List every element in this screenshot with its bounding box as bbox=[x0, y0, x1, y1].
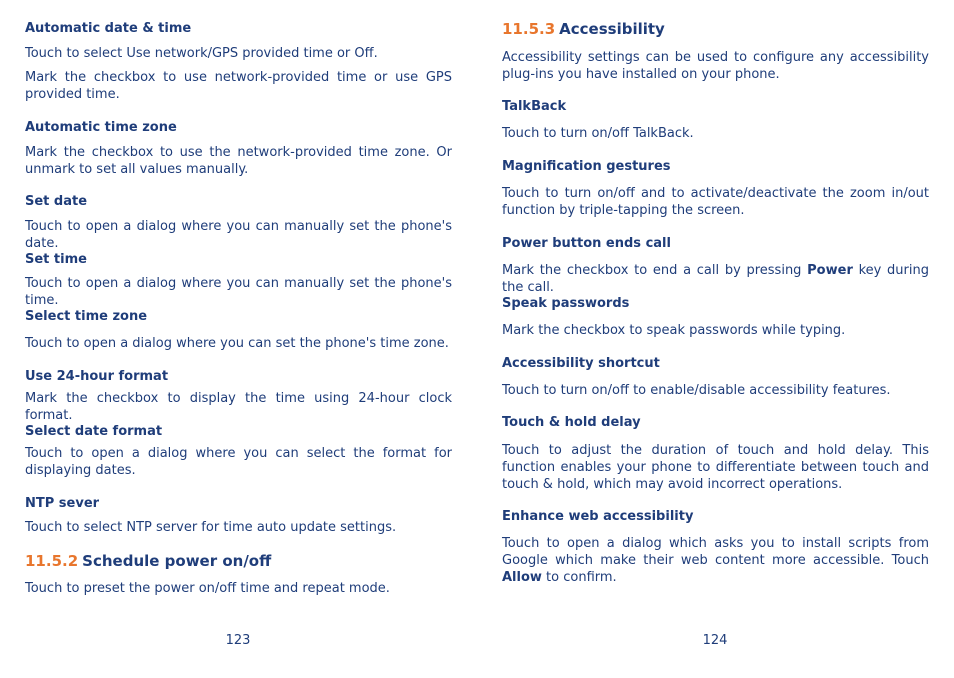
heading-select-date-format: Select date format bbox=[25, 424, 163, 439]
paragraph: Mark the checkbox to speak passwords while typing. bbox=[502, 323, 846, 338]
heading-automatic-time-zone: Automatic time zone bbox=[25, 120, 177, 135]
paragraph bbox=[502, 535, 929, 586]
paragraph: Touch to open a dialog where you can manually set the phone's date. bbox=[25, 219, 452, 251]
text-run: key during the call. bbox=[502, 263, 929, 295]
paragraph: Touch to open a dialog where you can manually set the phone's time. bbox=[25, 276, 452, 308]
page-number: 124 bbox=[702, 633, 728, 648]
heading-select-time-zone: Select time zone bbox=[25, 309, 148, 324]
paragraph: Touch to open a dialog where you can select the format for displaying dates. bbox=[25, 446, 452, 478]
section-heading-schedule-power bbox=[25, 552, 452, 570]
heading-speak-passwords: Speak passwords bbox=[502, 296, 630, 311]
paragraph: Mark the checkbox to use network-provided time or use GPS provided time. bbox=[25, 70, 452, 102]
paragraph: Touch to turn on/off TalkBack. bbox=[502, 126, 694, 141]
text-run: to confirm. bbox=[541, 570, 617, 585]
bold-term: Power bbox=[807, 263, 853, 278]
section-number: 11.5.3 bbox=[502, 20, 556, 38]
heading-ntp-sever: NTP sever bbox=[25, 496, 100, 511]
paragraph bbox=[502, 262, 929, 296]
paragraph: Mark the checkbox to use the network-provided time zone. Or unmark to set all values manually. bbox=[25, 145, 452, 177]
paragraph: Touch to turn on/off and to activate/deactivate the zoom in/out function by triple-tapping the screen. bbox=[502, 186, 929, 218]
paragraph: Accessibility settings can be used to configure any accessibility plug-ins you have installed on your phone. bbox=[502, 50, 929, 82]
section-heading-accessibility bbox=[502, 20, 929, 38]
paragraph: Touch to turn on/off to enable/disable accessibility features. bbox=[502, 383, 891, 398]
paragraph: Touch to adjust the duration of touch and hold delay. This function enables your phone to differentiate between touch and touch & hold, which may avoid incorrect operations. bbox=[502, 443, 929, 492]
section-number: 11.5.2 bbox=[25, 552, 79, 570]
heading-use-24-hour-format: Use 24-hour format bbox=[25, 369, 169, 384]
text-run: Touch to open a dialog which asks you to install scripts from Google which make their web content more accessible. Touch bbox=[502, 536, 929, 568]
bold-term: Allow bbox=[502, 570, 542, 585]
paragraph: Touch to select NTP server for time auto update settings. bbox=[25, 520, 397, 535]
heading-power-button-ends-call: Power button ends call bbox=[502, 236, 671, 251]
heading-magnification-gestures: Magnification gestures bbox=[502, 159, 671, 174]
section-title: Schedule power on/off bbox=[82, 552, 272, 570]
heading-touch-hold-delay: Touch & hold delay bbox=[502, 415, 641, 430]
heading-enhance-web-accessibility: Enhance web accessibility bbox=[502, 509, 694, 524]
heading-talkback: TalkBack bbox=[502, 99, 567, 114]
heading-set-date: Set date bbox=[25, 194, 88, 209]
paragraph: Touch to select Use network/GPS provided time or Off. bbox=[25, 46, 378, 61]
heading-accessibility-shortcut: Accessibility shortcut bbox=[502, 356, 660, 371]
section-title: Accessibility bbox=[559, 20, 665, 38]
page-number: 123 bbox=[225, 633, 251, 648]
paragraph: Mark the checkbox to display the time using 24-hour clock format. bbox=[25, 391, 452, 423]
heading-automatic-date-time: Automatic date & time bbox=[25, 21, 192, 36]
paragraph: Touch to open a dialog where you can set the phone's time zone. bbox=[25, 336, 449, 351]
text-run: Mark the checkbox to end a call by pressing bbox=[502, 263, 808, 278]
heading-set-time: Set time bbox=[25, 252, 87, 267]
paragraph: Touch to preset the power on/off time and repeat mode. bbox=[25, 581, 390, 596]
